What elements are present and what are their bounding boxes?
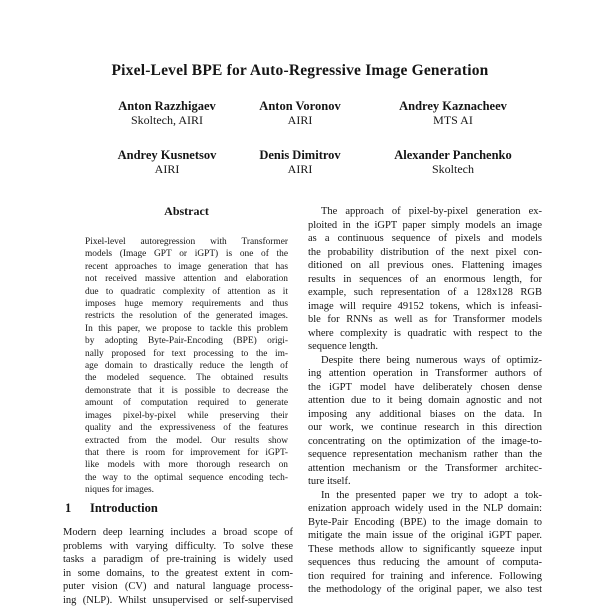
text-line: imposes huge memory requirements and thus: [85, 299, 288, 310]
body-paragraph: [308, 354, 542, 489]
text-line: ploited in the iGPT paper simply models an image: [308, 219, 542, 231]
body-paragraph: [308, 489, 542, 597]
text-line: These methods allow to significantly squeeze input: [308, 543, 542, 555]
section-heading-introduction: [65, 501, 293, 516]
text-line: enization approach widely used in the NLP domain:: [308, 503, 542, 514]
paper-title: Pixel-Level BPE for Auto-Regressive Image Generation: [111, 62, 489, 79]
introduction-text: [63, 526, 293, 608]
author-affiliation: Skoltech: [432, 161, 474, 176]
text-line: where complexity is quadratic with respect to the: [308, 327, 542, 339]
text-line: In the presented paper we try to adopt a tok-: [321, 489, 542, 501]
author-name: Anton Razzhigaev: [118, 99, 216, 113]
text-line: concentrating on the optimization of the image-to-: [308, 435, 542, 447]
text-line: niques for images.: [85, 485, 154, 496]
text-line: Pixel-level autoregression with Transformer: [85, 237, 288, 247]
text-line: attention due to it being domain agnostic and not: [308, 395, 542, 406]
text-line: due to quadratic complexity of attention as it: [85, 286, 288, 297]
text-line: by adopting Byte-Pair-Encoding (BPE) origi-: [85, 336, 288, 347]
text-line: amount of computation required to generate: [85, 398, 288, 409]
abstract-heading: Abstract: [164, 204, 209, 218]
text-line: age domain to drastically reduce the length of: [85, 361, 288, 372]
text-line: the way to the optimal sequence encoding tech-: [85, 472, 288, 483]
text-line: ble for RNNs as well as for Transformer models: [308, 314, 542, 325]
author-affiliation: AIRI: [287, 112, 313, 127]
section-title: Introduction: [90, 501, 158, 515]
text-line: imposing any additional biases on the data. In: [308, 408, 542, 420]
text-line: images pixel-by-pixel while preserving their: [85, 410, 288, 421]
author-name: Andrey Kaznacheev: [399, 99, 507, 113]
text-line: demonstrate that it is possible to decrease the: [85, 385, 288, 396]
body-paragraph: [308, 205, 542, 354]
author-name: Alexander Panchenko: [394, 148, 512, 162]
author-block-dimitrov: [215, 149, 385, 175]
text-line: as a continuous sequence of pixels and models: [308, 233, 542, 244]
text-line: example, such representation of a 128x128 RGB: [308, 287, 542, 298]
author-name: Denis Dimitrov: [259, 148, 341, 162]
text-line: tasks a paradigm of pre-training is widely used: [63, 554, 293, 566]
text-line: sequences thus reducing the amount of computa-: [308, 557, 542, 568]
text-line: sequence representation mechanism rather than the: [308, 449, 542, 460]
author-block-panchenko: [368, 149, 538, 175]
text-line: ture itself.: [308, 476, 351, 487]
text-line: the methodology of the original paper, we also test: [308, 584, 542, 595]
text-line: image will require 49152 tokens, which is infeasi-: [308, 300, 542, 312]
author-affiliation: MTS AI: [433, 112, 473, 127]
text-line: Byte-Pair Encoding (BPE) to the image domain to: [308, 516, 542, 528]
text-line: our work, we continue research in this direction: [308, 422, 542, 433]
text-line: In this paper, we propose to tackle this problem: [85, 323, 288, 334]
text-line: extracted from the model. Our results show: [85, 435, 288, 446]
text-line: tion required for training and inference. Following: [308, 570, 542, 582]
text-line: in some domains, to the greatest extent in com-: [63, 567, 293, 579]
text-line: quality and the expressiveness of the features: [85, 423, 288, 434]
text-line: ing attention operation in Transformer authors of: [308, 368, 542, 379]
text-line: mitigate the main issue of the original iGPT paper.: [308, 530, 542, 541]
text-line: The approach of pixel-by-pixel generation ex-: [321, 206, 542, 217]
text-line: results in sequences of an enormous length, for: [308, 273, 542, 285]
text-line: problems with varying difficulty. To solve these: [63, 540, 293, 552]
right-column: [308, 205, 542, 597]
author-name: Andrey Kusnetsov: [117, 148, 217, 162]
text-line: attention mechanism or the Transformer architec-: [308, 462, 542, 474]
section-number: 1: [65, 501, 72, 515]
text-line: the modeled sequence. The obtained results: [85, 373, 288, 384]
author-affiliation: Skoltech, AIRI: [131, 112, 203, 127]
text-line: models (Image GPT or iGPT) is one of the: [85, 249, 288, 260]
text-line: Modern deep learning includes a broad scope of: [63, 527, 293, 538]
author-block-kaznacheev: [368, 100, 538, 126]
text-line: ing (NLP). Whilst unsupervised or self-supervised: [63, 594, 293, 606]
abstract-text: [85, 236, 288, 497]
text-line: puter vision (CV) and natural language process-: [63, 581, 293, 593]
text-line: restricts the resolution of the generated images.: [85, 311, 288, 322]
text-line: like models with more thorough research on: [85, 460, 288, 471]
author-block-voronov: [215, 100, 385, 126]
author-affiliation: AIRI: [154, 161, 180, 176]
text-line: Despite there being numerous ways of optimiz-: [321, 354, 542, 366]
text-line: recent approaches to image generation that has: [85, 261, 288, 272]
text-line: the probability distribution of the next pixel con-: [308, 246, 542, 258]
author-affiliation: AIRI: [287, 161, 313, 176]
text-line: ditioned on all previous ones. Flattening images: [308, 260, 542, 271]
text-line: nally proposed for text processing to the im-: [85, 348, 288, 359]
text-line: the iGPT model have deliberately chosen dense: [308, 381, 542, 393]
author-name: Anton Voronov: [259, 99, 341, 113]
text-line: that there is room for improvement for iGPT-: [85, 447, 288, 458]
text-line: sequence length.: [308, 341, 378, 352]
text-line: not received massive attention and elaboration: [85, 274, 288, 285]
